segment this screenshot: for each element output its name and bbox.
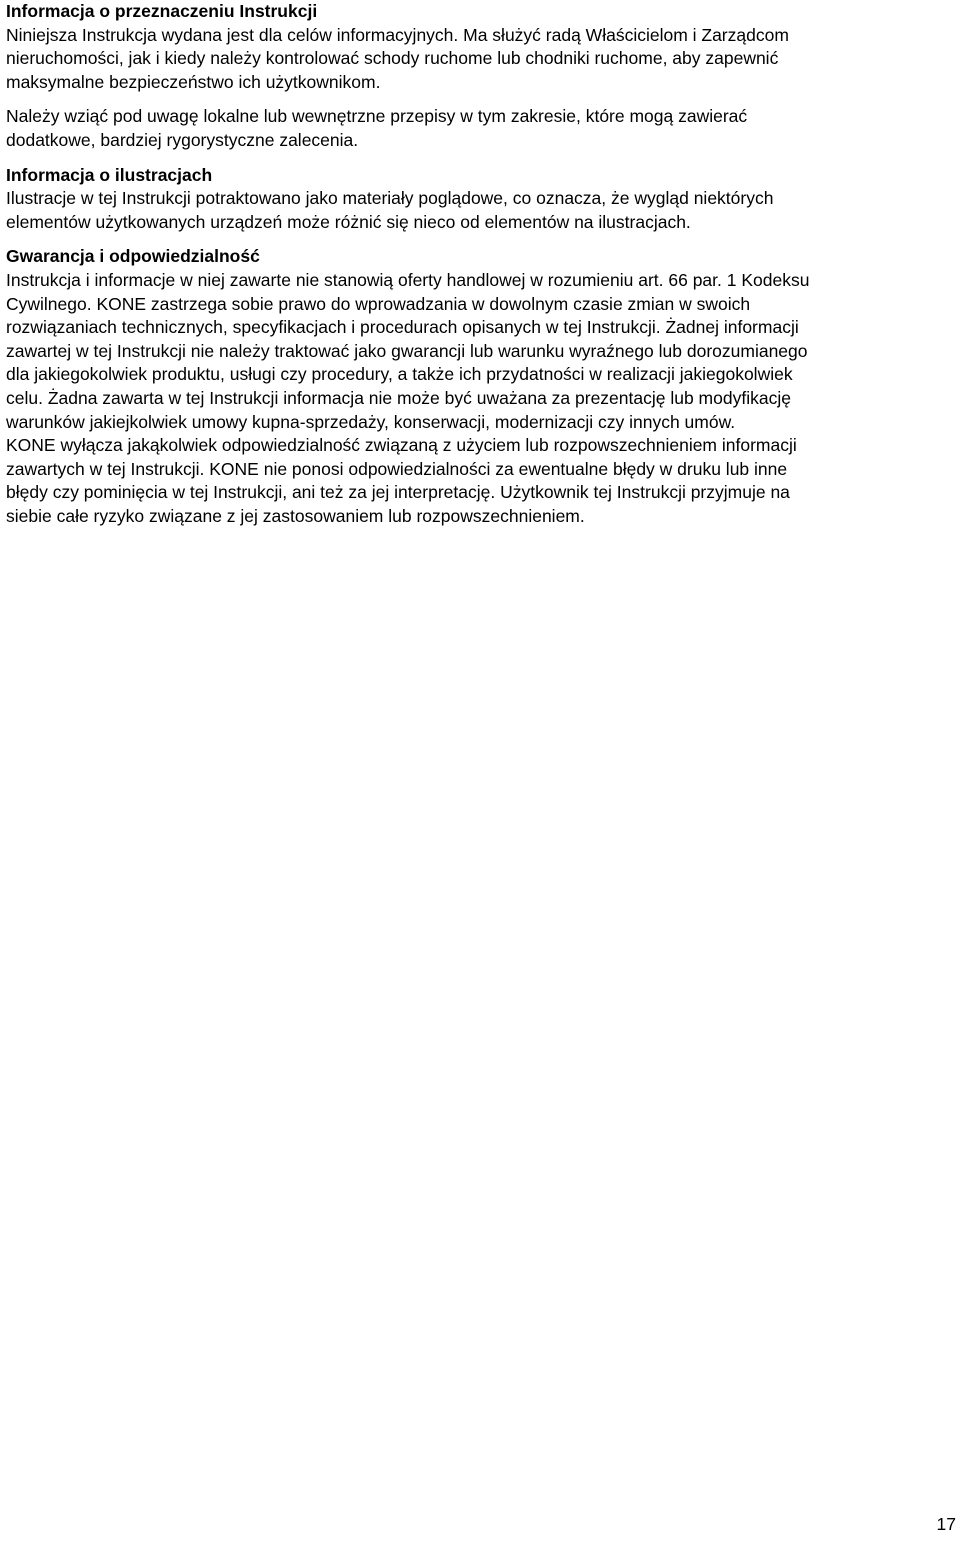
section-heading: Gwarancja i odpowiedzialność	[6, 246, 260, 267]
section-gap	[6, 153, 952, 164]
section-paragraph: Instrukcja i informacje w niej zawarte nie stanowią oferty handlowej w rozumieniu art. 66 par. 1 Kodeksu Cywilnego. KONE zastrzega sobie prawo do wprowadzania w dowolnym czasie zmian w swoich rozwiązaniach technicznych, specyfikacjach i procedurach opisanych w tej Instrukcji. Żadnej informacji zawartej w tej Instrukcji nie należy traktować jako gwarancji lub warunku wyraźnego lub dorozumianego dla jakiegokolwiek produktu, usługi czy procedury, a także ich przydatności w realizacji jakiegokolwiek celu. Żadna zawarta w tej Instrukcji informacja nie może być uważana za prezentację lub modyfikację warunków jakiejkolwiek umowy kupna-sprzedaży, konserwacji, modernizacji czy innych umów. KONE wyłącza jakąkolwiek odpowiedzialność związaną z użyciem lub rozpowszechnieniem informacji zawartych w tej Instrukcji. KONE nie ponosi odpowiedzialności za ewentualne błędy w druku lub inne błędy czy pominięcia w tej Instrukcji, ani też za jej interpretację. Użytkownik tej Instrukcji przyjmuje na siebie całe ryzyko związane z jej zastosowaniem lub rozpowszechnieniem.	[6, 269, 810, 526]
section-illustrations	[6, 164, 952, 235]
section-heading: Informacja o przeznaczeniu Instrukcji	[6, 1, 318, 21]
section-purpose	[6, 0, 952, 153]
document-page	[6, 0, 952, 528]
page-number: 17	[936, 1514, 956, 1534]
section-paragraph: Należy wziąć pod uwagę lokalne lub wewnętrzne przepisy w tym zakresie, które mogą zawierać dodatkowe, bardziej rygorystyczne zalecenia.	[6, 106, 748, 150]
section-paragraph: Niniejsza Instrukcja wydana jest dla celów informacyjnych. Ma służyć radą Właścicielom i Zarządcom nieruchomości, jak i kiedy należy kontrolować schody ruchome lub chodniki ruchome, aby zapewnić maksymalne bezpieczeństwo ich użytkownikom.	[6, 24, 789, 92]
section-heading: Informacja o ilustracjach	[6, 164, 213, 185]
paragraph-gap	[6, 94, 952, 105]
section-warranty	[6, 245, 952, 528]
section-paragraph: Ilustracje w tej Instrukcji potraktowano jako materiały poglądowe, co oznacza, że wygląd niektórych elementów użytkowanych urządzeń może różnić się nieco od elementów na ilustracjach.	[6, 188, 774, 232]
section-gap	[6, 234, 952, 245]
